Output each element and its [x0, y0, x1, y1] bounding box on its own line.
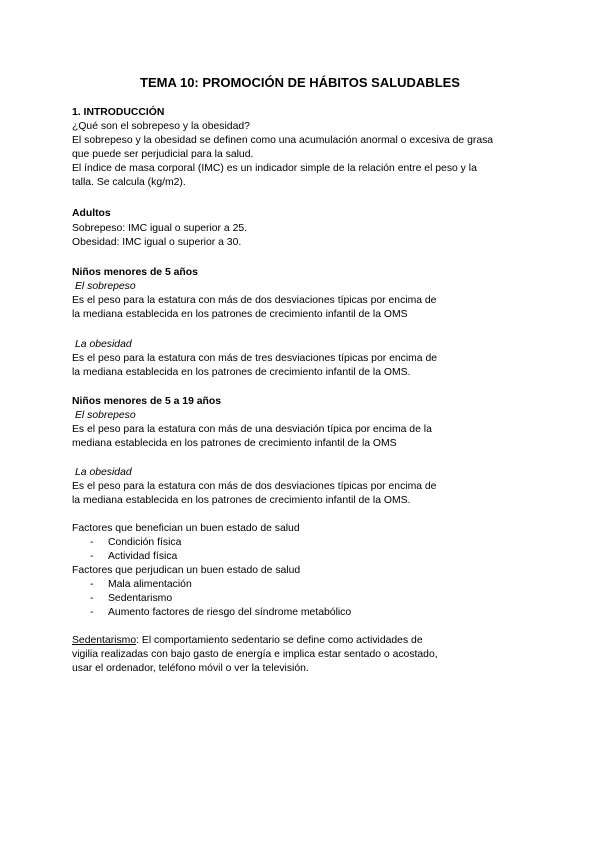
menores5-obesidad-line: Es el peso para la estatura con más de tres desviaciones típicas por encima de — [72, 353, 438, 364]
list-bullet: - — [90, 537, 94, 548]
de5a19-sobrepeso-line: mediana establecida en los patrones de crecimiento infantil de la OMS — [72, 438, 397, 449]
list-item: Sedentarismo — [108, 593, 173, 604]
menores5-sobrepeso-line: Es el peso para la estatura con más de dos desviaciones típicas por encima de — [72, 295, 437, 306]
de5a19-sobrepeso-line: Es el peso para la estatura con más de una desviación típica por encima de la — [72, 424, 432, 435]
menores5-heading: Niños menores de 5 años — [72, 267, 198, 278]
list-item: Condición física — [108, 537, 182, 548]
adultos-line: Sobrepeso: IMC igual o superior a 25. — [72, 223, 248, 234]
intro-line: que puede ser perjudicial para la salud. — [72, 149, 254, 160]
list-item: Actividad física — [108, 551, 178, 562]
list-bullet: - — [90, 607, 94, 618]
sedentarismo-line — [72, 634, 423, 648]
menores5-obesidad-line: la mediana establecida en los patrones de crecimiento infantil de la OMS. — [72, 367, 411, 378]
de5a19-obesidad-line: la mediana establecida en los patrones de crecimiento infantil de la OMS. — [72, 495, 411, 506]
menores5-sobrepeso-label: El sobrepeso — [75, 281, 136, 292]
sedentarismo-line: vigilia realizadas con bajo gasto de energía e implica estar sentado o acostado, — [72, 649, 438, 660]
adultos-line: Obesidad: IMC igual o superior a 30. — [72, 237, 242, 248]
sedentarismo-line: usar el ordenador, teléfono móvil o ver la televisión. — [72, 663, 309, 674]
intro-question: ¿Qué son el sobrepeso y la obesidad? — [72, 121, 250, 132]
perjuicio-heading: Factores que perjudican un buen estado de salud — [72, 565, 301, 576]
intro-heading: 1. INTRODUCCIÓN — [72, 107, 165, 118]
list-bullet: - — [90, 593, 94, 604]
list-bullet: - — [90, 579, 94, 590]
list-item: Mala alimentación — [108, 579, 192, 590]
intro-line: talla. Se calcula (kg/m2). — [72, 177, 186, 188]
intro-line: El índice de masa corporal (IMC) es un indicador simple de la relación entre el peso y la — [72, 163, 477, 174]
de5a19-obesidad-label: La obesidad — [75, 467, 132, 478]
page-title: TEMA 10: PROMOCIÓN DE HÁBITOS SALUDABLES — [140, 75, 460, 90]
de5a19-heading: Niños menores de 5 a 19 años — [72, 396, 221, 407]
de5a19-obesidad-line: Es el peso para la estatura con más de dos desviaciones típicas por encima de — [72, 481, 437, 492]
sedentarismo-term: Sedentarismo — [72, 635, 137, 646]
sedentarismo-definition: : El comportamiento sedentario se define como actividades de — [136, 635, 423, 646]
intro-line: El sobrepeso y la obesidad se definen como una acumulación anormal o excesiva de grasa — [72, 135, 494, 146]
adultos-heading: Adultos — [72, 208, 111, 219]
de5a19-sobrepeso-label: El sobrepeso — [75, 410, 136, 421]
menores5-sobrepeso-line: la mediana establecida en los patrones de crecimiento infantil de la OMS — [72, 309, 408, 320]
list-item: Aumento factores de riesgo del síndrome metabólico — [108, 607, 352, 618]
beneficio-heading: Factores que benefician un buen estado de salud — [72, 523, 300, 534]
menores5-obesidad-label: La obesidad — [75, 339, 132, 350]
list-bullet: - — [90, 551, 94, 562]
